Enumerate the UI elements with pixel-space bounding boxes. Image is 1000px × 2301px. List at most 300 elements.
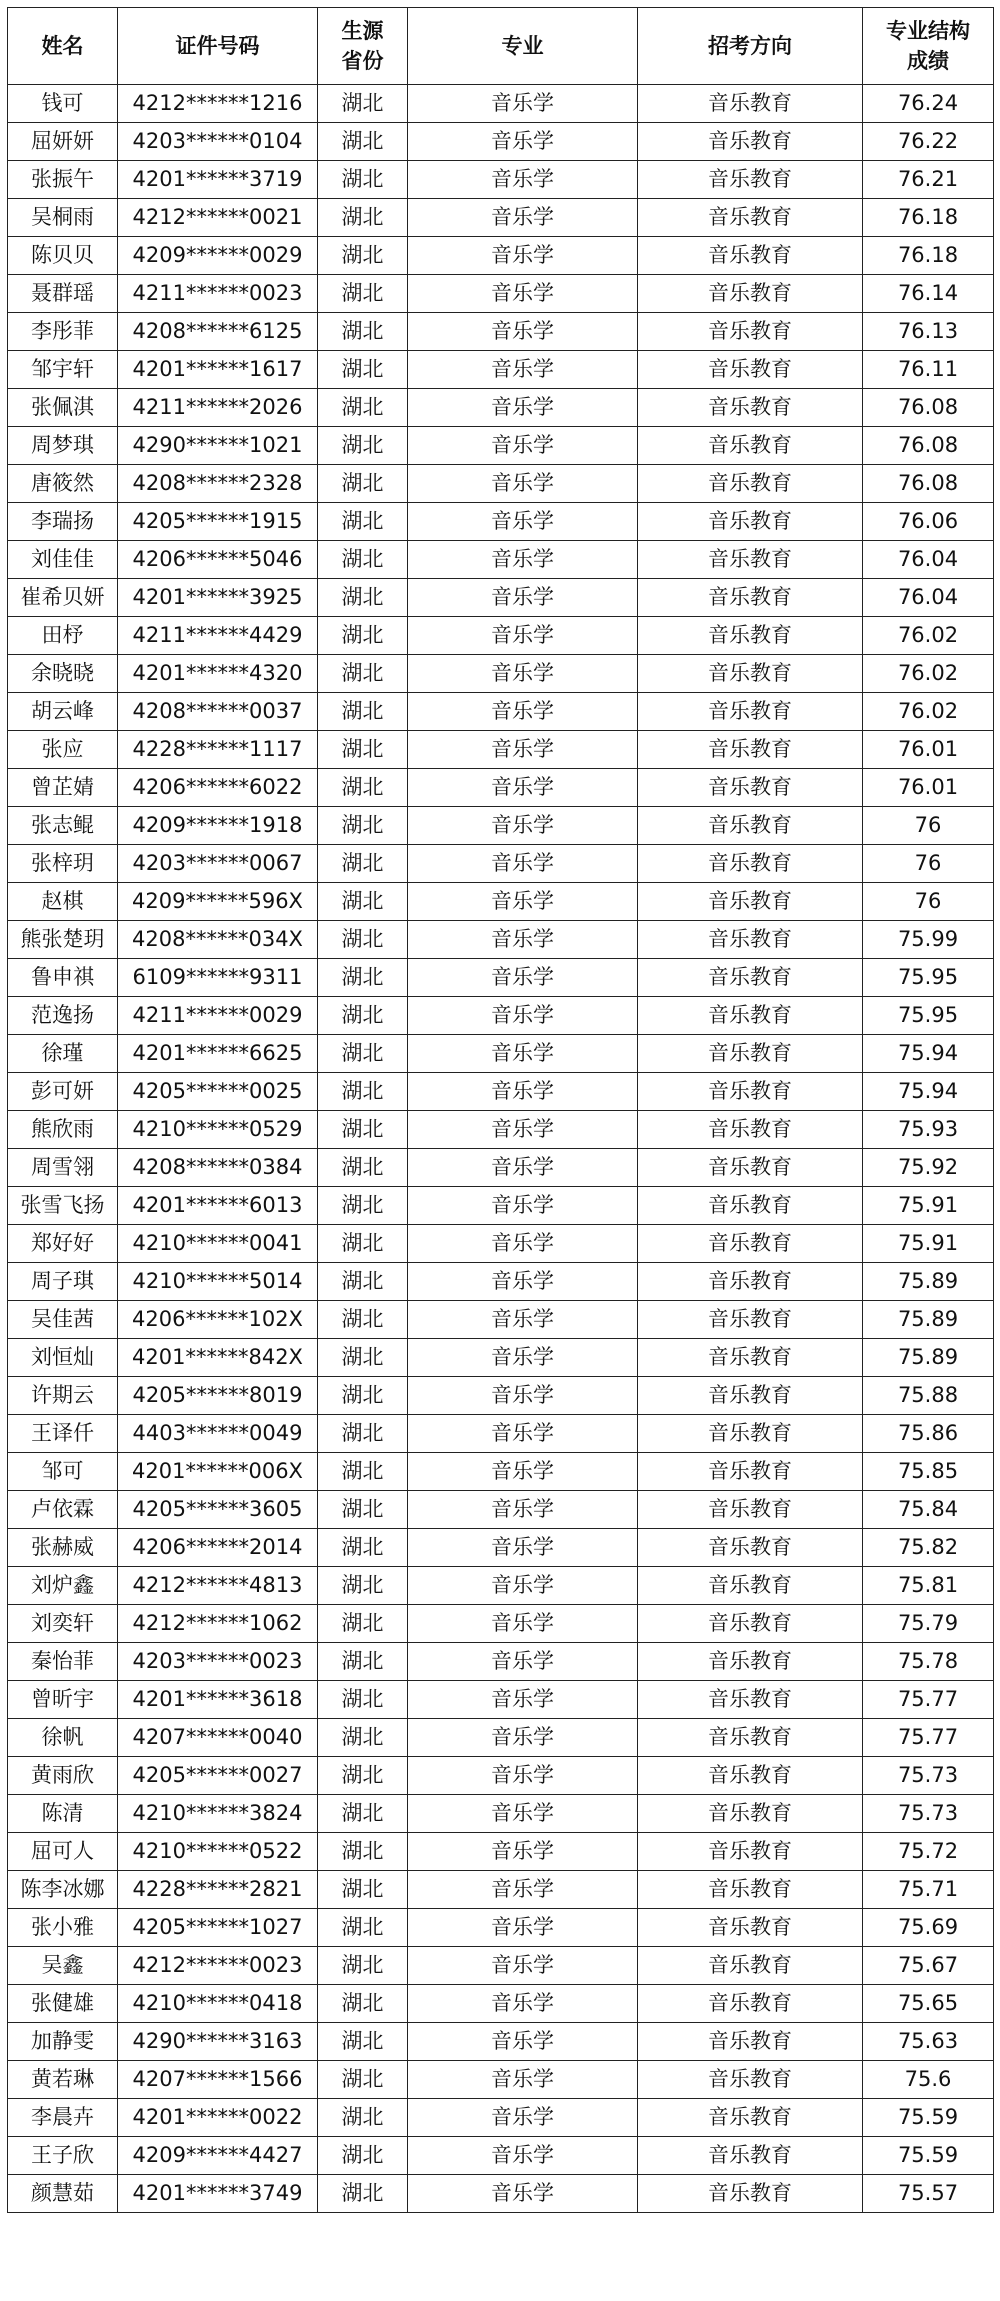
table-row [8,1833,994,1871]
cell-id: 4210******3824 [118,1795,318,1833]
cell-name: 钱可 [8,85,118,123]
cell-score: 75.71 [863,1871,994,1909]
cell-score: 75.85 [863,1453,994,1491]
cell-province: 湖北 [318,389,408,427]
cell-major: 音乐学 [408,1985,638,2023]
cell-id: 4209******0029 [118,237,318,275]
table-row [8,1453,994,1491]
cell-province: 湖北 [318,1415,408,1453]
cell-province: 湖北 [318,1643,408,1681]
cell-name: 范逸扬 [8,997,118,1035]
cell-name: 加静雯 [8,2023,118,2061]
cell-direction: 音乐教育 [638,1871,863,1909]
cell-name: 吴鑫 [8,1947,118,1985]
cell-province: 湖北 [318,1605,408,1643]
cell-id: 4201******6013 [118,1187,318,1225]
cell-id: 4201******3925 [118,579,318,617]
cell-id: 4201******4320 [118,655,318,693]
cell-id: 4201******1617 [118,351,318,389]
cell-province: 湖北 [318,1795,408,1833]
cell-score: 75.89 [863,1339,994,1377]
table-row [8,313,994,351]
cell-score: 75.59 [863,2137,994,2175]
cell-id: 4212******1216 [118,85,318,123]
cell-province: 湖北 [318,465,408,503]
cell-direction: 音乐教育 [638,389,863,427]
cell-province: 湖北 [318,237,408,275]
cell-direction: 音乐教育 [638,1263,863,1301]
cell-id: 4290******1021 [118,427,318,465]
cell-score: 75.79 [863,1605,994,1643]
table-row [8,2061,994,2099]
cell-score: 75.77 [863,1681,994,1719]
cell-name: 吴桐雨 [8,199,118,237]
cell-direction: 音乐教育 [638,237,863,275]
cell-major: 音乐学 [408,997,638,1035]
cell-direction: 音乐教育 [638,1529,863,1567]
cell-direction: 音乐教育 [638,921,863,959]
cell-province: 湖北 [318,1339,408,1377]
cell-score: 75.93 [863,1111,994,1149]
table-row [8,693,994,731]
cell-direction: 音乐教育 [638,1035,863,1073]
cell-id: 4201******0022 [118,2099,318,2137]
cell-score: 75.92 [863,1149,994,1187]
cell-name: 聂群瑶 [8,275,118,313]
cell-direction: 音乐教育 [638,1605,863,1643]
cell-name: 李晨卉 [8,2099,118,2137]
table-row [8,1263,994,1301]
cell-score: 76.06 [863,503,994,541]
cell-province: 湖北 [318,997,408,1035]
cell-score: 75.91 [863,1187,994,1225]
cell-name: 周雪翎 [8,1149,118,1187]
cell-major: 音乐学 [408,1415,638,1453]
cell-direction: 音乐教育 [638,2099,863,2137]
cell-score: 76 [863,883,994,921]
cell-id: 4211******4429 [118,617,318,655]
cell-score: 75.82 [863,1529,994,1567]
cell-direction: 音乐教育 [638,1453,863,1491]
table-row [8,2175,994,2213]
cell-id: 4208******6125 [118,313,318,351]
table-row [8,237,994,275]
cell-province: 湖北 [318,1187,408,1225]
cell-province: 湖北 [318,845,408,883]
cell-province: 湖北 [318,313,408,351]
cell-direction: 音乐教育 [638,1301,863,1339]
cell-name: 王译仟 [8,1415,118,1453]
cell-score: 75.59 [863,2099,994,2137]
cell-major: 音乐学 [408,2099,638,2137]
table-row [8,389,994,427]
cell-name: 余晓晓 [8,655,118,693]
cell-province: 湖北 [318,503,408,541]
cell-score: 75.94 [863,1073,994,1111]
cell-name: 李彤菲 [8,313,118,351]
cell-province: 湖北 [318,1529,408,1567]
table-row [8,1339,994,1377]
cell-direction: 音乐教育 [638,2023,863,2061]
cell-major: 音乐学 [408,351,638,389]
cell-name: 田杼 [8,617,118,655]
cell-province: 湖北 [318,617,408,655]
cell-province: 湖北 [318,731,408,769]
table-row [8,465,994,503]
cell-name: 吴佳茜 [8,1301,118,1339]
cell-major: 音乐学 [408,807,638,845]
cell-id: 4206******102X [118,1301,318,1339]
table-row [8,1909,994,1947]
cell-direction: 音乐教育 [638,655,863,693]
cell-province: 湖北 [318,1757,408,1795]
cell-id: 4208******034X [118,921,318,959]
cell-province: 湖北 [318,1833,408,1871]
table-row [8,769,994,807]
cell-id: 4203******0104 [118,123,318,161]
cell-province: 湖北 [318,1871,408,1909]
cell-province: 湖北 [318,655,408,693]
cell-major: 音乐学 [408,1453,638,1491]
cell-name: 徐帆 [8,1719,118,1757]
cell-score: 75.63 [863,2023,994,2061]
cell-province: 湖北 [318,123,408,161]
cell-direction: 音乐教育 [638,123,863,161]
cell-province: 湖北 [318,1111,408,1149]
table-row [8,579,994,617]
cell-major: 音乐学 [408,655,638,693]
cell-major: 音乐学 [408,1757,638,1795]
cell-direction: 音乐教育 [638,1643,863,1681]
cell-direction: 音乐教育 [638,465,863,503]
header-score-line2: 成绩 [907,49,949,73]
cell-name: 熊欣雨 [8,1111,118,1149]
cell-major: 音乐学 [408,1909,638,1947]
cell-score: 75.72 [863,1833,994,1871]
cell-province: 湖北 [318,85,408,123]
cell-direction: 音乐教育 [638,1985,863,2023]
cell-major: 音乐学 [408,1035,638,1073]
cell-score: 75.73 [863,1757,994,1795]
cell-province: 湖北 [318,1301,408,1339]
cell-direction: 音乐教育 [638,2061,863,2099]
cell-score: 76.08 [863,465,994,503]
cell-direction: 音乐教育 [638,769,863,807]
cell-direction: 音乐教育 [638,1415,863,1453]
cell-direction: 音乐教育 [638,427,863,465]
cell-direction: 音乐教育 [638,313,863,351]
cell-score: 75.67 [863,1947,994,1985]
cell-name: 张梓玥 [8,845,118,883]
cell-direction: 音乐教育 [638,1111,863,1149]
cell-major: 音乐学 [408,769,638,807]
cell-direction: 音乐教育 [638,1149,863,1187]
cell-major: 音乐学 [408,1719,638,1757]
cell-name: 唐筱然 [8,465,118,503]
cell-id: 4210******5014 [118,1263,318,1301]
cell-direction: 音乐教育 [638,1681,863,1719]
cell-name: 颜慧茹 [8,2175,118,2213]
cell-score: 75.73 [863,1795,994,1833]
cell-major: 音乐学 [408,883,638,921]
table-row [8,1491,994,1529]
cell-direction: 音乐教育 [638,1377,863,1415]
cell-id: 4208******0384 [118,1149,318,1187]
cell-name: 熊张楚玥 [8,921,118,959]
header-major: 专业 [408,8,638,85]
cell-province: 湖北 [318,1263,408,1301]
cell-direction: 音乐教育 [638,503,863,541]
cell-major: 音乐学 [408,1947,638,1985]
cell-name: 秦怡菲 [8,1643,118,1681]
cell-id: 4210******0529 [118,1111,318,1149]
cell-id: 4206******2014 [118,1529,318,1567]
cell-major: 音乐学 [408,1263,638,1301]
cell-id: 4205******0025 [118,1073,318,1111]
table-row [8,1073,994,1111]
table-row [8,1111,994,1149]
table-row [8,807,994,845]
cell-major: 音乐学 [408,2023,638,2061]
table-row [8,845,994,883]
table-row [8,1187,994,1225]
cell-major: 音乐学 [408,921,638,959]
cell-name: 邹可 [8,1453,118,1491]
table-row [8,883,994,921]
cell-name: 周梦琪 [8,427,118,465]
cell-direction: 音乐教育 [638,1491,863,1529]
cell-name: 周子琪 [8,1263,118,1301]
cell-major: 音乐学 [408,2175,638,2213]
table-row [8,617,994,655]
cell-name: 刘炉鑫 [8,1567,118,1605]
header-province [318,8,408,85]
cell-id: 4205******0027 [118,1757,318,1795]
cell-score: 75.57 [863,2175,994,2213]
cell-id: 4209******4427 [118,2137,318,2175]
cell-name: 陈李冰娜 [8,1871,118,1909]
header-row [8,8,994,85]
cell-major: 音乐学 [408,1111,638,1149]
table-row [8,123,994,161]
cell-name: 黄若琳 [8,2061,118,2099]
cell-id: 4212******0021 [118,199,318,237]
cell-major: 音乐学 [408,2061,638,2099]
cell-score: 76 [863,807,994,845]
cell-score: 76.21 [863,161,994,199]
cell-province: 湖北 [318,1073,408,1111]
table-row [8,2099,994,2137]
cell-name: 黄雨欣 [8,1757,118,1795]
cell-major: 音乐学 [408,1643,638,1681]
table-row [8,997,994,1035]
cell-direction: 音乐教育 [638,199,863,237]
cell-score: 76.18 [863,237,994,275]
cell-name: 刘佳佳 [8,541,118,579]
cell-id: 4201******842X [118,1339,318,1377]
cell-id: 4201******3618 [118,1681,318,1719]
cell-direction: 音乐教育 [638,693,863,731]
cell-score: 76 [863,845,994,883]
cell-id: 4228******2821 [118,1871,318,1909]
cell-score: 75.86 [863,1415,994,1453]
cell-major: 音乐学 [408,199,638,237]
table-row [8,1529,994,1567]
cell-province: 湖北 [318,579,408,617]
cell-id: 4205******8019 [118,1377,318,1415]
cell-name: 张小雅 [8,1909,118,1947]
cell-name: 鲁申祺 [8,959,118,997]
cell-direction: 音乐教育 [638,845,863,883]
cell-major: 音乐学 [408,85,638,123]
cell-direction: 音乐教育 [638,1339,863,1377]
cell-province: 湖北 [318,1985,408,2023]
cell-province: 湖北 [318,807,408,845]
table-row [8,1947,994,1985]
cell-name: 曾芷婧 [8,769,118,807]
cell-name: 陈清 [8,1795,118,1833]
cell-id: 4212******4813 [118,1567,318,1605]
cell-score: 75.89 [863,1301,994,1339]
cell-id: 4201******6625 [118,1035,318,1073]
table-row [8,275,994,313]
table-body [8,85,994,2213]
cell-province: 湖北 [318,275,408,313]
table-row [8,1377,994,1415]
cell-province: 湖北 [318,2023,408,2061]
cell-name: 彭可妍 [8,1073,118,1111]
cell-score: 76.04 [863,541,994,579]
table-row [8,959,994,997]
cell-major: 音乐学 [408,389,638,427]
cell-direction: 音乐教育 [638,959,863,997]
cell-name: 张振午 [8,161,118,199]
cell-major: 音乐学 [408,1567,638,1605]
cell-direction: 音乐教育 [638,1909,863,1947]
table-row [8,1985,994,2023]
header-name: 姓名 [8,8,118,85]
cell-score: 76.01 [863,731,994,769]
cell-province: 湖北 [318,1567,408,1605]
cell-name: 胡云峰 [8,693,118,731]
cell-id: 4205******3605 [118,1491,318,1529]
cell-direction: 音乐教育 [638,541,863,579]
cell-name: 李瑞扬 [8,503,118,541]
cell-province: 湖北 [318,161,408,199]
cell-id: 6109******9311 [118,959,318,997]
cell-major: 音乐学 [408,731,638,769]
cell-direction: 音乐教育 [638,617,863,655]
cell-major: 音乐学 [408,1795,638,1833]
table-header [8,8,994,85]
header-id: 证件号码 [118,8,318,85]
header-province-line2: 省份 [341,49,384,73]
table-row [8,1643,994,1681]
cell-major: 音乐学 [408,503,638,541]
cell-id: 4228******1117 [118,731,318,769]
cell-province: 湖北 [318,199,408,237]
cell-score: 75.94 [863,1035,994,1073]
cell-direction: 音乐教育 [638,1795,863,1833]
cell-direction: 音乐教育 [638,2175,863,2213]
cell-direction: 音乐教育 [638,731,863,769]
cell-major: 音乐学 [408,845,638,883]
cell-score: 75.95 [863,959,994,997]
cell-major: 音乐学 [408,275,638,313]
cell-direction: 音乐教育 [638,1833,863,1871]
cell-direction: 音乐教育 [638,351,863,389]
cell-id: 4207******0040 [118,1719,318,1757]
cell-province: 湖北 [318,693,408,731]
cell-province: 湖北 [318,1491,408,1529]
cell-name: 屈可人 [8,1833,118,1871]
table-row [8,351,994,389]
cell-id: 4201******006X [118,1453,318,1491]
cell-province: 湖北 [318,883,408,921]
cell-major: 音乐学 [408,465,638,503]
cell-major: 音乐学 [408,1529,638,1567]
cell-major: 音乐学 [408,617,638,655]
cell-score: 75.6 [863,2061,994,2099]
cell-province: 湖北 [318,541,408,579]
cell-id: 4206******6022 [118,769,318,807]
cell-direction: 音乐教育 [638,1757,863,1795]
table-row [8,161,994,199]
cell-score: 76.08 [863,389,994,427]
cell-direction: 音乐教育 [638,1719,863,1757]
cell-direction: 音乐教育 [638,2137,863,2175]
cell-direction: 音乐教育 [638,1073,863,1111]
cell-name: 屈妍妍 [8,123,118,161]
cell-name: 张志鲲 [8,807,118,845]
cell-direction: 音乐教育 [638,85,863,123]
cell-name: 许期云 [8,1377,118,1415]
cell-score: 76.22 [863,123,994,161]
cell-id: 4207******1566 [118,2061,318,2099]
cell-major: 音乐学 [408,1301,638,1339]
header-province-line1: 生源 [341,19,384,43]
cell-province: 湖北 [318,1719,408,1757]
cell-id: 4212******0023 [118,1947,318,1985]
cell-major: 音乐学 [408,1149,638,1187]
cell-score: 76.02 [863,693,994,731]
cell-direction: 音乐教育 [638,883,863,921]
cell-province: 湖北 [318,1035,408,1073]
cell-score: 76.02 [863,655,994,693]
cell-province: 湖北 [318,959,408,997]
cell-score: 75.89 [863,1263,994,1301]
cell-major: 音乐学 [408,1681,638,1719]
cell-province: 湖北 [318,2175,408,2213]
table-row [8,1719,994,1757]
table-row [8,1301,994,1339]
cell-province: 湖北 [318,921,408,959]
cell-id: 4209******596X [118,883,318,921]
score-table [7,7,994,2213]
cell-score: 76.14 [863,275,994,313]
cell-province: 湖北 [318,1377,408,1415]
cell-province: 湖北 [318,769,408,807]
cell-score: 75.81 [863,1567,994,1605]
cell-id: 4211******2026 [118,389,318,427]
cell-id: 4212******1062 [118,1605,318,1643]
cell-direction: 音乐教育 [638,1567,863,1605]
cell-id: 4209******1918 [118,807,318,845]
cell-name: 张应 [8,731,118,769]
table-row [8,503,994,541]
cell-major: 音乐学 [408,1339,638,1377]
cell-score: 75.99 [863,921,994,959]
